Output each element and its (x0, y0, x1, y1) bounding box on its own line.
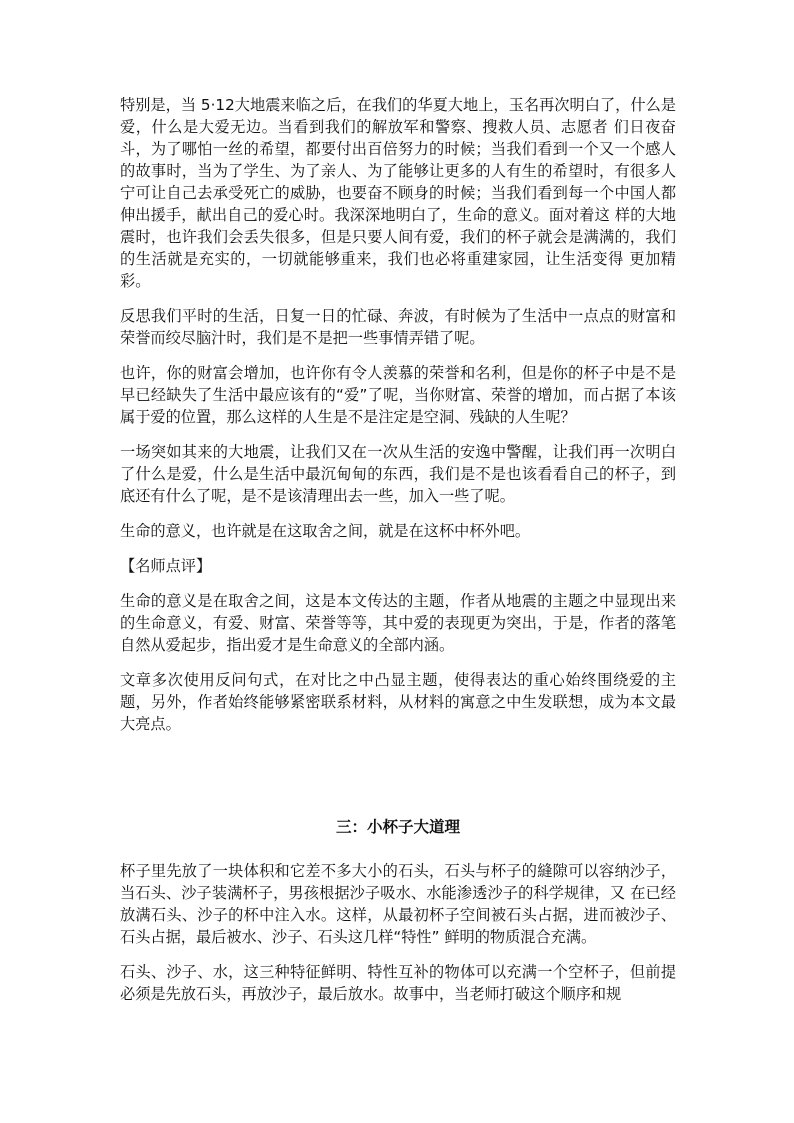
teacher-comment-heading: 【名师点评】 (120, 557, 212, 575)
document-body (120, 94, 676, 1018)
paragraph-cup-stones-sand: 杯子里先放了一块体积和它差不多大小的石头，石头与杯子的縫隙可以容纳沙子，当石头、沙子装满杯子，男孩根据沙子吸水、水能渗透沙子的科学规律，又 在已经放满石头、沙子的杯中注入水。这样，从最初杯子空间被石头占据，进而被沙子、石头占据，最后被水、沙子、石头这几样“特性” 鲜明的物质混合充满。 (120, 862, 676, 946)
paragraph-awakening: 一场突如其来的大地震，让我们又在一次从生活的安逸中警醒，让我们再一次明白了什么是爱，什么是生活中最沉甸甸的东西，我们是不是也该看看自己的杯子，到底还有什么了呢，是不是该清理出去一些，加入一些了呢。 (120, 443, 676, 505)
paragraph-earthquake-love: 特别是，当 5·12大地震来临之后，在我们的华夏大地上，玉名再次明白了，什么是爱，什么是大爱无边。当看到我们的解放军和警察、搜救人员、志愿者 们日夜奋斗，为了哪怕一丝的希望，都要付出百倍努力的时候；当我们看到一个又一个感人的故事时，当为了学生、为了亲人、为了能够让更多的人有生的希望时，有很多人宁可让自己去承受死亡的威胁，也要奋不顾身的时候；当我们看到每一个中国人都伸出援手，献出自己的爱心时。我深深地明白了，生命的意义。面对着这 样的大地震时，也许我们会丢失很多，但是只要人间有爱，我们的杯子就会是满满的，我们的生活就是充实的，一切就能够重来，我们也必将重建家园，让生活变得 更加精彩。 (120, 96, 676, 290)
paragraph-reflection: 反思我们平时的生活，日复一日的忙碌、奔波，有时候为了生活中一点点的财富和荣誉而绞尽脑汁时，我们是不是把一些事情弄错了呢。 (120, 307, 676, 347)
section-spacer (120, 748, 676, 796)
paragraph-wealth-honor: 也许，你的财富会增加，也许你有令人羡慕的荣誉和名利，但是你的杯子中是不是早已经缺失了生活中最应该有的“爱”了呢，当你财富、荣誉的增加，而占据了本该属于爱的位置，那么这样的人生是不是注定是空洞、残缺的人生呢？ (120, 364, 676, 426)
paragraph-meaning-of-life: 生命的意义，也许就是在这取舍之间，就是在这杯中杯外吧。 (120, 522, 531, 540)
section-title: 三：小杯子大道理 (335, 818, 460, 836)
teacher-comment-paragraph-2: 文章多次使用反问句式，在对比之中凸显主题，使得表达的重心始终围绕爱的主题，另外，作者始终能够紧密联系材料，从材料的寓意之中生发联想，成为本文最大亮点。 (120, 671, 676, 733)
paragraph-order-of-filling: 石头、沙子、水，这三种特征鲜明、特性互补的物体可以充满一个空杯子，但前提必须是先放石头，再放沙子，最后放水。故事中，当老师打破这个顺序和规 (120, 963, 676, 1003)
teacher-comment-paragraph-1: 生命的意义是在取舍之间，这是本文传达的主题，作者从地震的主题之中显现出来的生命意义，有爱、财富、荣誉等等，其中爱的表现更为突出，于是，作者的落笔自然从爱起步，指出爱才是生命意义的全部内涵。 (120, 592, 676, 654)
